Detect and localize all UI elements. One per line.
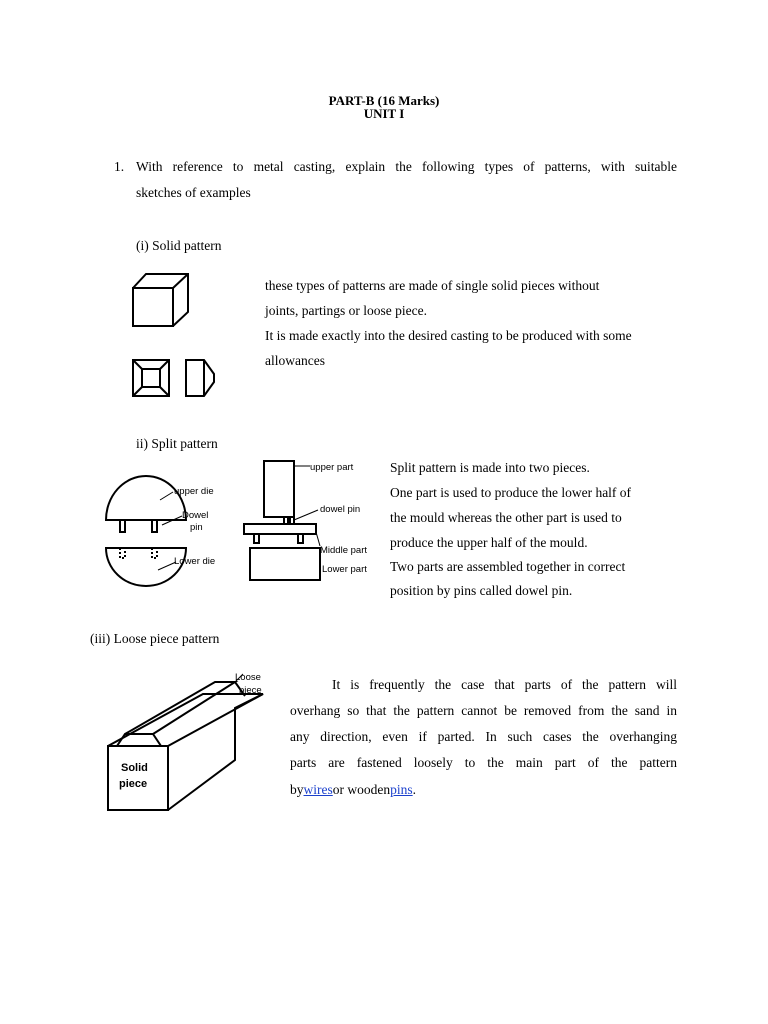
- question-line-1: With reference to metal casting, explain the following types of patterns, with suitable: [136, 159, 677, 174]
- loose-text-4: parts are fastened loosely to the main part of the pattern: [290, 755, 677, 770]
- split-die-sketch: [100, 470, 250, 590]
- solid-piece-label: piece: [119, 778, 148, 790]
- dowel-label: Dowel: [182, 510, 209, 521]
- loose-text-5-c: .: [412, 782, 417, 797]
- solid-text-1: these types of patterns are made of single solid pieces without: [265, 278, 600, 293]
- part-heading: PART-B (16 Marks): [328, 93, 440, 108]
- split-pattern-heading: ii) Split pattern: [136, 436, 218, 451]
- loose-label: Loose: [235, 672, 261, 683]
- loose-pattern-heading: (iii) Loose piece pattern: [90, 631, 220, 646]
- solid-text-2: joints, partings or loose piece.: [265, 303, 427, 318]
- split-text-4: produce the upper half of the mould.: [390, 535, 588, 550]
- upper-part-label: upper part: [310, 462, 354, 473]
- split-text-5: Two parts are assembled together in correct: [390, 559, 626, 574]
- loose-text-1: [290, 672, 677, 697]
- unit-heading: UNIT I: [363, 106, 405, 121]
- split-text-3: the mould whereas the other part is used to: [390, 510, 622, 525]
- loose-piece-label: piece: [239, 685, 262, 696]
- question-line-2: sketches of examples: [136, 185, 251, 200]
- loose-text-5-b: or wooden: [332, 782, 391, 797]
- solid-pattern-sketch: [128, 270, 228, 400]
- loose-text-3: any direction, even if parted. In such cases the overhanging: [290, 729, 677, 744]
- wires-link[interactable]: wires: [303, 782, 333, 797]
- question-number: 1.: [114, 159, 125, 174]
- loose-text-5: [290, 777, 416, 802]
- loose-text-2: overhang so that the pattern cannot be removed from the sand in: [290, 703, 677, 718]
- dowel-pin-label: dowel pin: [320, 504, 361, 515]
- split-text-2: One part is used to produce the lower half of: [390, 485, 632, 500]
- split-text-1: Split pattern is made into two pieces.: [390, 460, 590, 475]
- solid-pattern-heading: (i) Solid pattern: [136, 238, 222, 253]
- solid-text-4: allowances: [265, 353, 325, 368]
- loose-text-5-a: by: [290, 782, 304, 797]
- loose-piece-sketch: [105, 668, 280, 818]
- pins-link[interactable]: pins: [390, 782, 413, 797]
- upper-die-label: upper die: [174, 486, 214, 497]
- solid-label: Solid: [121, 762, 148, 774]
- middle-part-label: Middle part: [320, 545, 367, 556]
- pin-label: pin: [190, 522, 203, 533]
- split-text-6: position by pins called dowel pin.: [390, 583, 573, 598]
- solid-text-3: It is made exactly into the desired casting to be produced with some: [265, 328, 632, 343]
- lower-part-label: Lower part: [322, 564, 367, 575]
- lower-die-label: Lower die: [174, 556, 216, 567]
- split-part-sketch: [240, 456, 380, 586]
- loose-text-1-content: It is frequently the case that parts of the pattern will: [332, 677, 677, 692]
